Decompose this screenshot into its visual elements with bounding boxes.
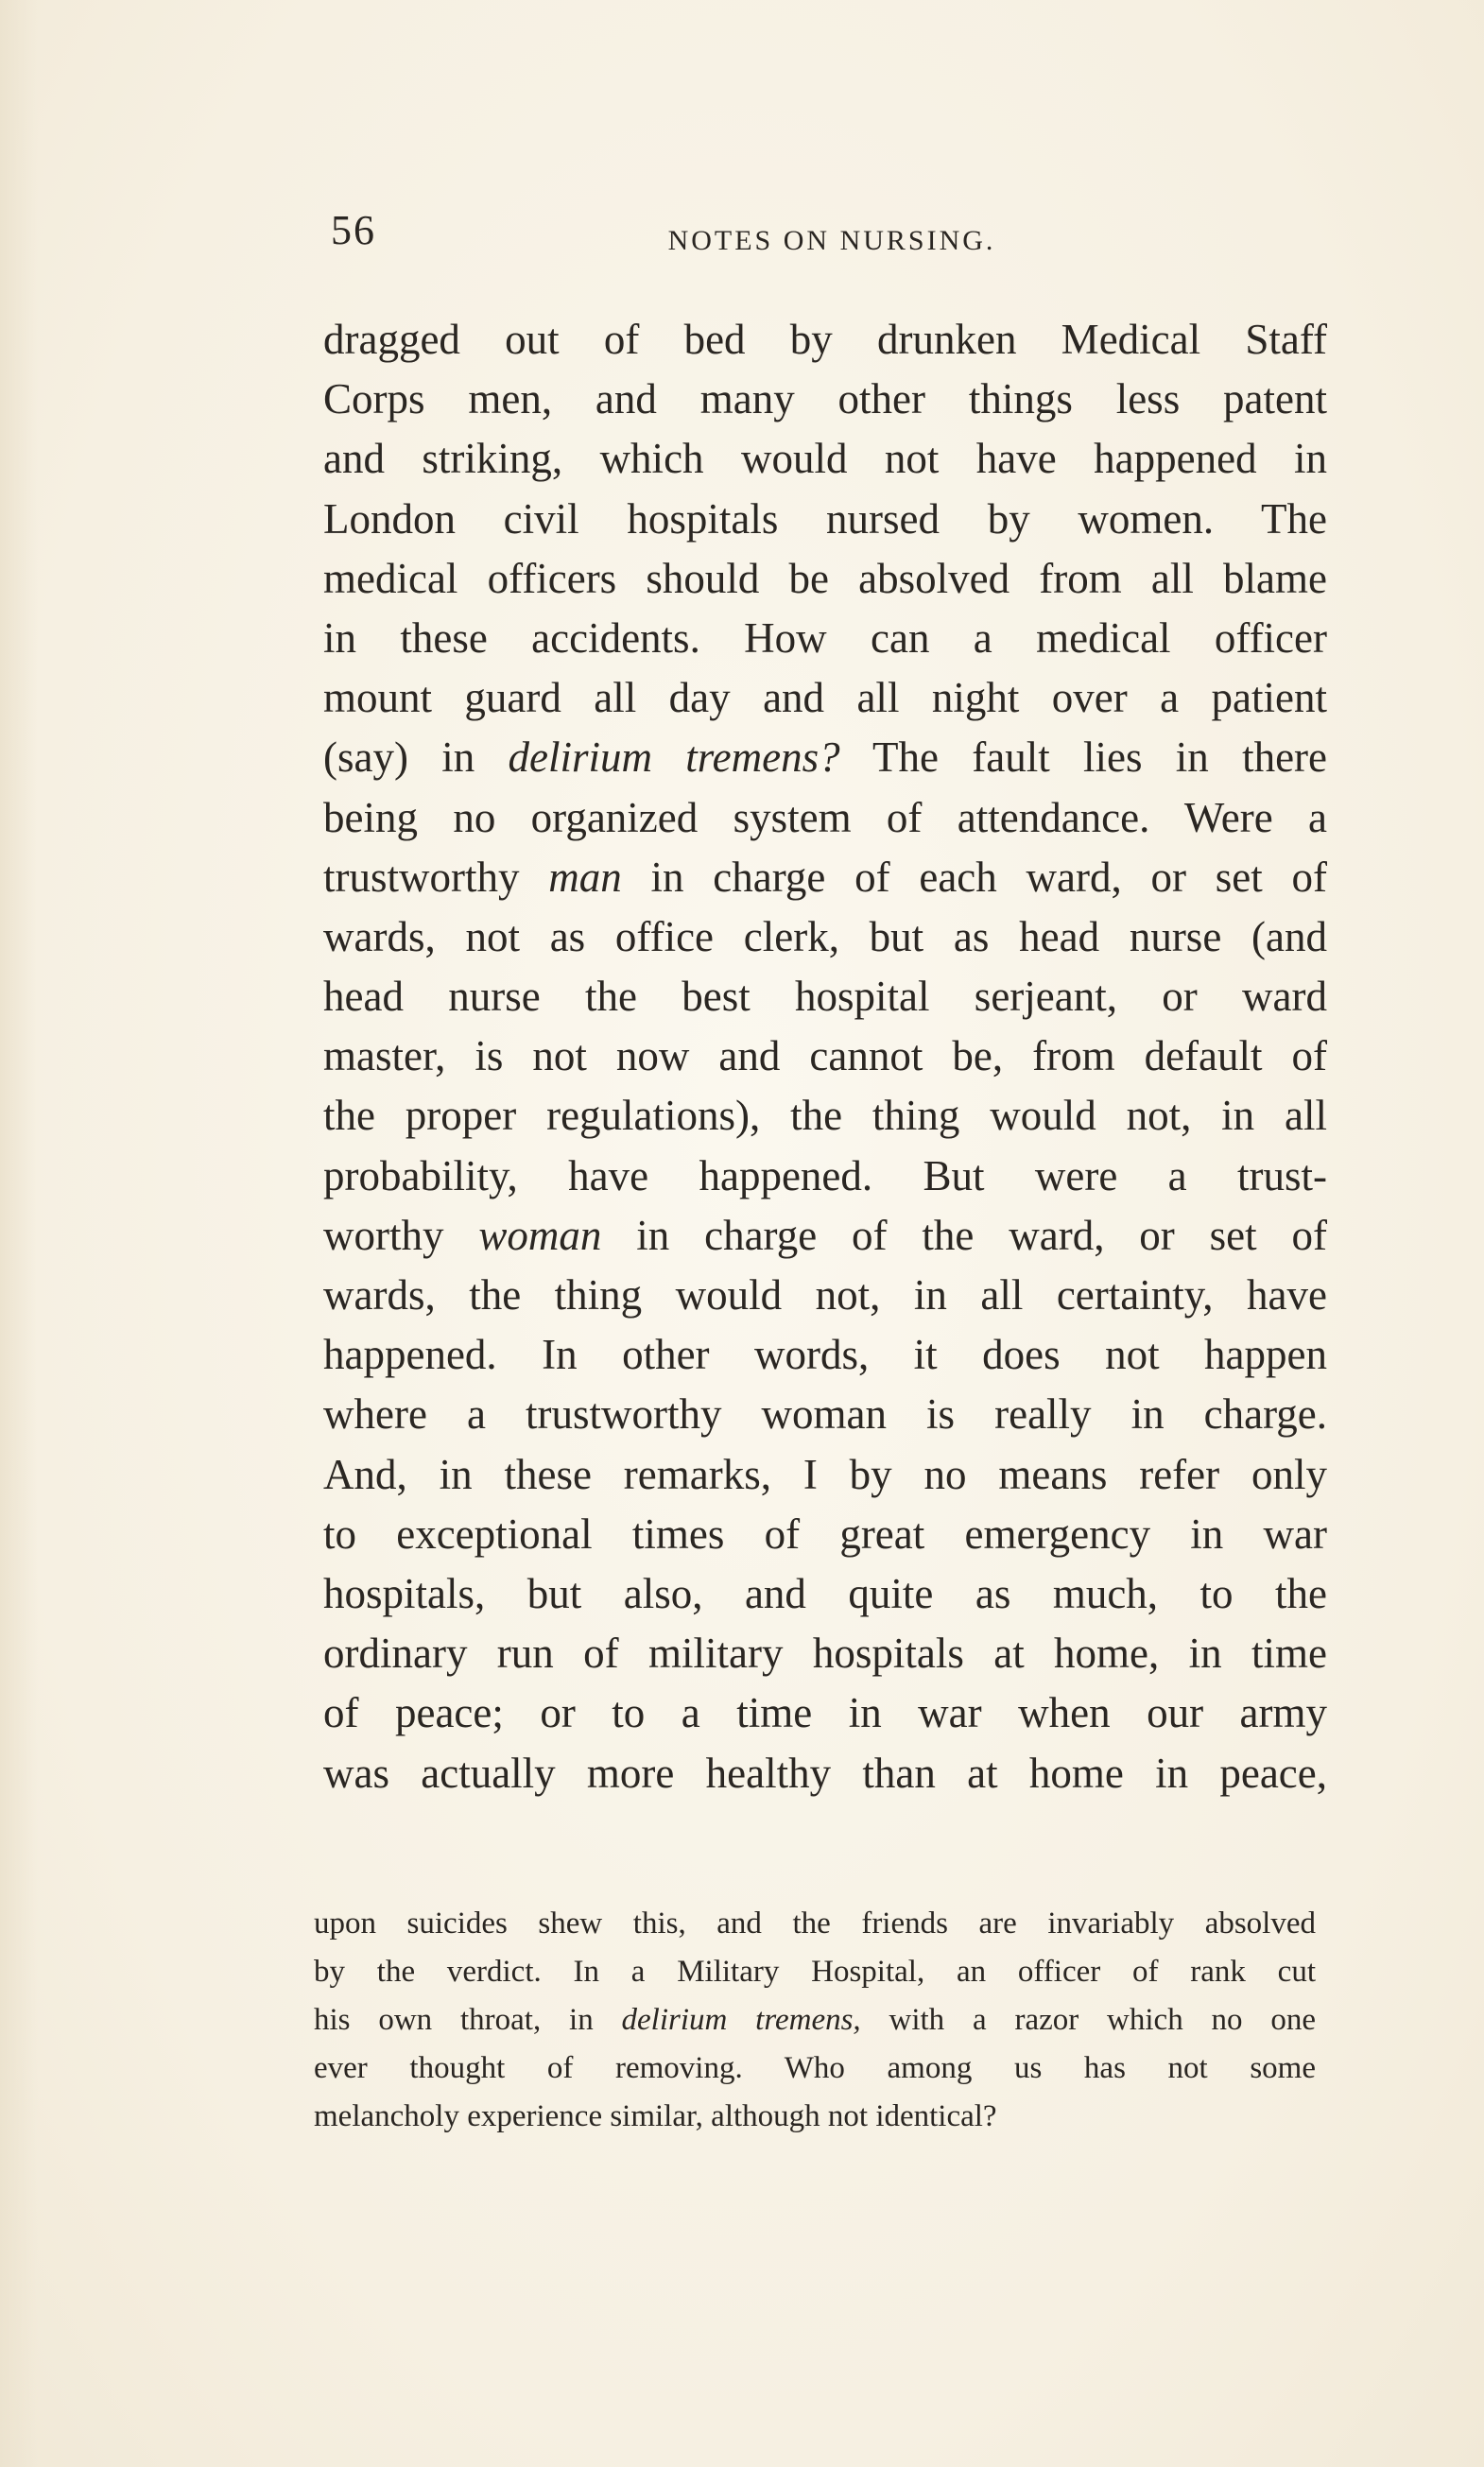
text-line: and striking, which would not have happened in [323,435,1327,483]
text-line: happened. In other words, it does not happen [323,1331,1327,1379]
footnote-line: his own throat, in delirium tremens, with a razor which no one [314,2003,1316,2037]
italic-phrase: delirium tremens? [508,733,840,782]
text-line: was actually more healthy than at home in peace, [323,1749,1327,1797]
text-line: in these accidents. How can a medical officer [323,613,1327,662]
text-line: head nurse the best hospital serjeant, or ward [323,973,1327,1021]
running-title: NOTES ON NURSING. [667,225,996,256]
text-line: trustworthy man in charge of each ward, or set of [323,853,1327,901]
text-line: Corps men, and many other things less patent [323,375,1327,423]
italic-phrase: woman [478,1211,602,1259]
text-line: probability, have happened. But were a trust- [323,1151,1327,1199]
text-line: wards, the thing would not, in all certainty, have [323,1271,1327,1319]
text-line: (say) in delirium tremens? The fault lies in there [323,733,1327,782]
page-gutter-shadow [0,0,38,2467]
footnote-line: ever thought of removing. Who among us has not some [314,2051,1316,2085]
italic-phrase: man [548,853,622,901]
text-line: worthy woman in charge of the ward, or set of [323,1211,1327,1259]
text-line: the proper regulations), the thing would not, in all [323,1092,1327,1140]
text-line: mount guard all day and all night over a patient [323,674,1327,722]
text-line: of peace; or to a time in war when our army [323,1689,1327,1737]
text-line: ordinary run of military hospitals at home, in time [323,1630,1327,1678]
text-line: being no organized system of attendance. Were a [323,793,1327,841]
text-line: London civil hospitals nursed by women. The [323,494,1327,543]
text-line: to exceptional times of great emergency in war [323,1510,1327,1558]
text-line: And, in these remarks, I by no means refer only [323,1450,1327,1498]
italic-phrase: delirium tremens, [621,2003,861,2037]
text-line: where a trustworthy woman is really in charge. [323,1390,1327,1439]
page-number: 56 [331,207,376,253]
page-header [331,206,1333,272]
text-line: dragged out of bed by drunken Medical Staff [323,316,1327,363]
footnote-line: melancholy experience similar, although not identical? [314,2099,997,2133]
text-line: master, is not now and cannot be, from default of [323,1032,1327,1080]
body-text [323,310,1327,1803]
text-line: medical officers should be absolved from all blame [323,554,1327,602]
text-line: hospitals, but also, and quite as much, to the [323,1569,1327,1617]
footnote-line: upon suicides shew this, and the friends are invariably absolved [314,1906,1316,1941]
footnote-line: by the verdict. In a Military Hospital, an officer of rank cut [314,1955,1316,1989]
text-line: wards, not as office clerk, but as head nurse (and [323,912,1327,960]
footnote [314,1900,1316,2141]
